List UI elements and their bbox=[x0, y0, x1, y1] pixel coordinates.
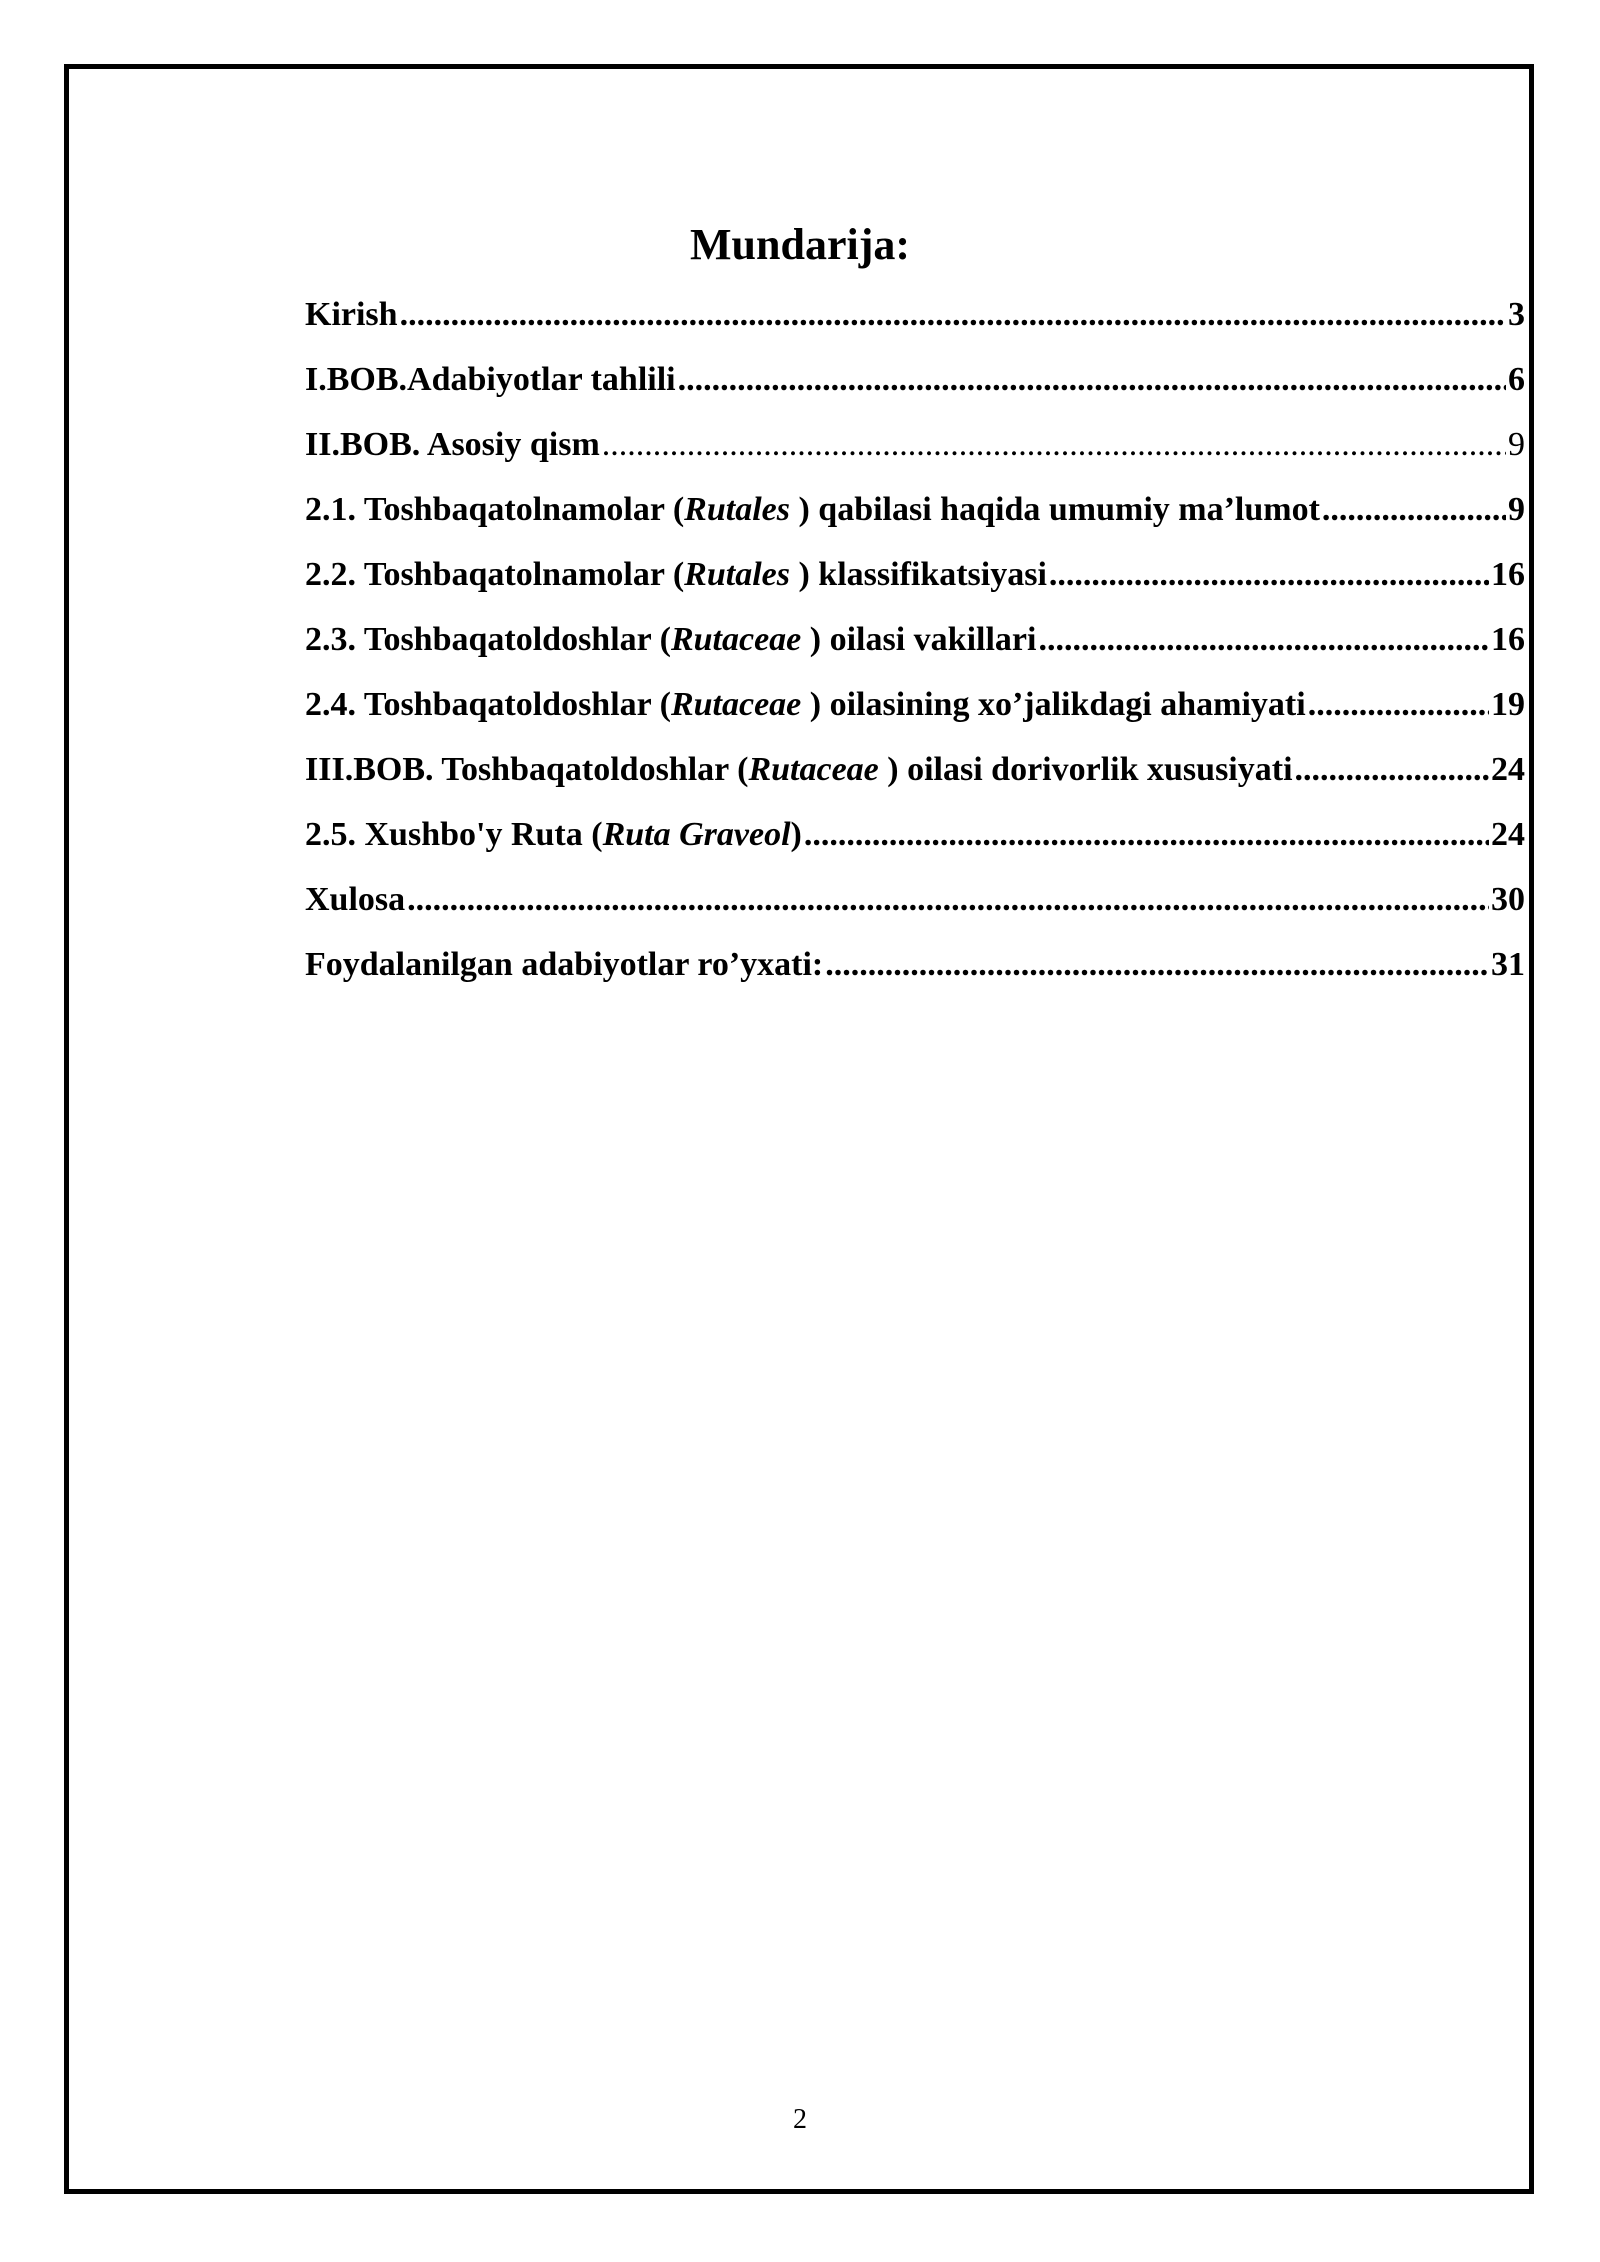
toc-leader-dots bbox=[407, 873, 1489, 927]
toc-entry-3-bob[interactable] bbox=[305, 743, 1525, 808]
toc-entry-title: 2.5. Xushbo'y Ruta (Ruta Graveol) bbox=[305, 816, 802, 853]
toc-entry-title: III.BOB. Toshbaqatoldoshlar (Rutaceae ) oilasi dorivorlik xususiyati bbox=[305, 751, 1293, 788]
toc-page-number: 9 bbox=[1508, 491, 1525, 528]
toc-entry-title: Kirish bbox=[305, 296, 398, 333]
toc-leader-dots bbox=[1322, 483, 1506, 537]
toc-entry-xulosa[interactable] bbox=[305, 873, 1525, 938]
toc-entry-title: Xulosa bbox=[305, 881, 406, 918]
toc-leader-dots bbox=[602, 418, 1506, 472]
toc-entry-title: 2.3. Toshbaqatoldoshlar (Rutaceae ) oilasi vakillari bbox=[305, 621, 1037, 658]
toc-page-number: 3 bbox=[1508, 296, 1525, 333]
toc-entry-asosiy-qism[interactable] bbox=[305, 418, 1525, 483]
toc-page-number: 30 bbox=[1491, 881, 1525, 918]
toc-page-number: 19 bbox=[1491, 686, 1525, 723]
toc-entry-title: Foydalanilgan adabiyotlar ro’yxati: bbox=[305, 946, 824, 983]
toc-entry-adabiyotlar-tahlili[interactable] bbox=[305, 353, 1525, 418]
toc-entry-title: 2.2. Toshbaqatolnamolar (Rutales ) klassifikatsiyasi bbox=[305, 556, 1047, 593]
table-of-contents bbox=[305, 288, 1525, 1003]
toc-entry-2-4[interactable] bbox=[305, 678, 1525, 743]
toc-entry-2-5[interactable] bbox=[305, 808, 1525, 873]
toc-entry-2-2[interactable] bbox=[305, 548, 1525, 613]
toc-page-number: 24 bbox=[1491, 751, 1525, 788]
toc-entry-title: II.BOB. Asosiy qism bbox=[305, 426, 600, 463]
toc-entry-title: 2.1. Toshbaqatolnamolar (Rutales ) qabilasi haqida umumiy ma’lumot bbox=[305, 491, 1320, 528]
toc-leader-dots bbox=[1049, 548, 1489, 602]
toc-leader-dots bbox=[1308, 678, 1489, 732]
toc-title: Mundarija: bbox=[690, 220, 910, 269]
toc-page-number: 31 bbox=[1491, 946, 1525, 983]
toc-page-number: 6 bbox=[1508, 361, 1525, 398]
toc-page-number: 16 bbox=[1491, 621, 1525, 658]
toc-leader-dots bbox=[804, 808, 1489, 862]
toc-entry-title: 2.4. Toshbaqatoldoshlar (Rutaceae ) oilasining xo’jalikdagi ahamiyati bbox=[305, 686, 1306, 723]
toc-leader-dots bbox=[400, 288, 1506, 342]
page-number: 2 bbox=[793, 2104, 807, 2135]
toc-leader-dots bbox=[1295, 743, 1489, 797]
toc-page-number: 16 bbox=[1491, 556, 1525, 593]
toc-entry-2-3[interactable] bbox=[305, 613, 1525, 678]
toc-page-number: 9 bbox=[1508, 426, 1525, 463]
toc-entry-kirish[interactable] bbox=[305, 288, 1525, 353]
toc-page-number: 24 bbox=[1491, 816, 1525, 853]
toc-leader-dots bbox=[1038, 613, 1489, 667]
toc-leader-dots bbox=[678, 353, 1506, 407]
toc-entry-foydalanilgan-adabiyotlar[interactable] bbox=[305, 938, 1525, 1003]
toc-entry-2-1[interactable] bbox=[305, 483, 1525, 548]
toc-leader-dots bbox=[825, 938, 1489, 992]
toc-entry-title: I.BOB.Adabiyotlar tahlili bbox=[305, 361, 676, 398]
